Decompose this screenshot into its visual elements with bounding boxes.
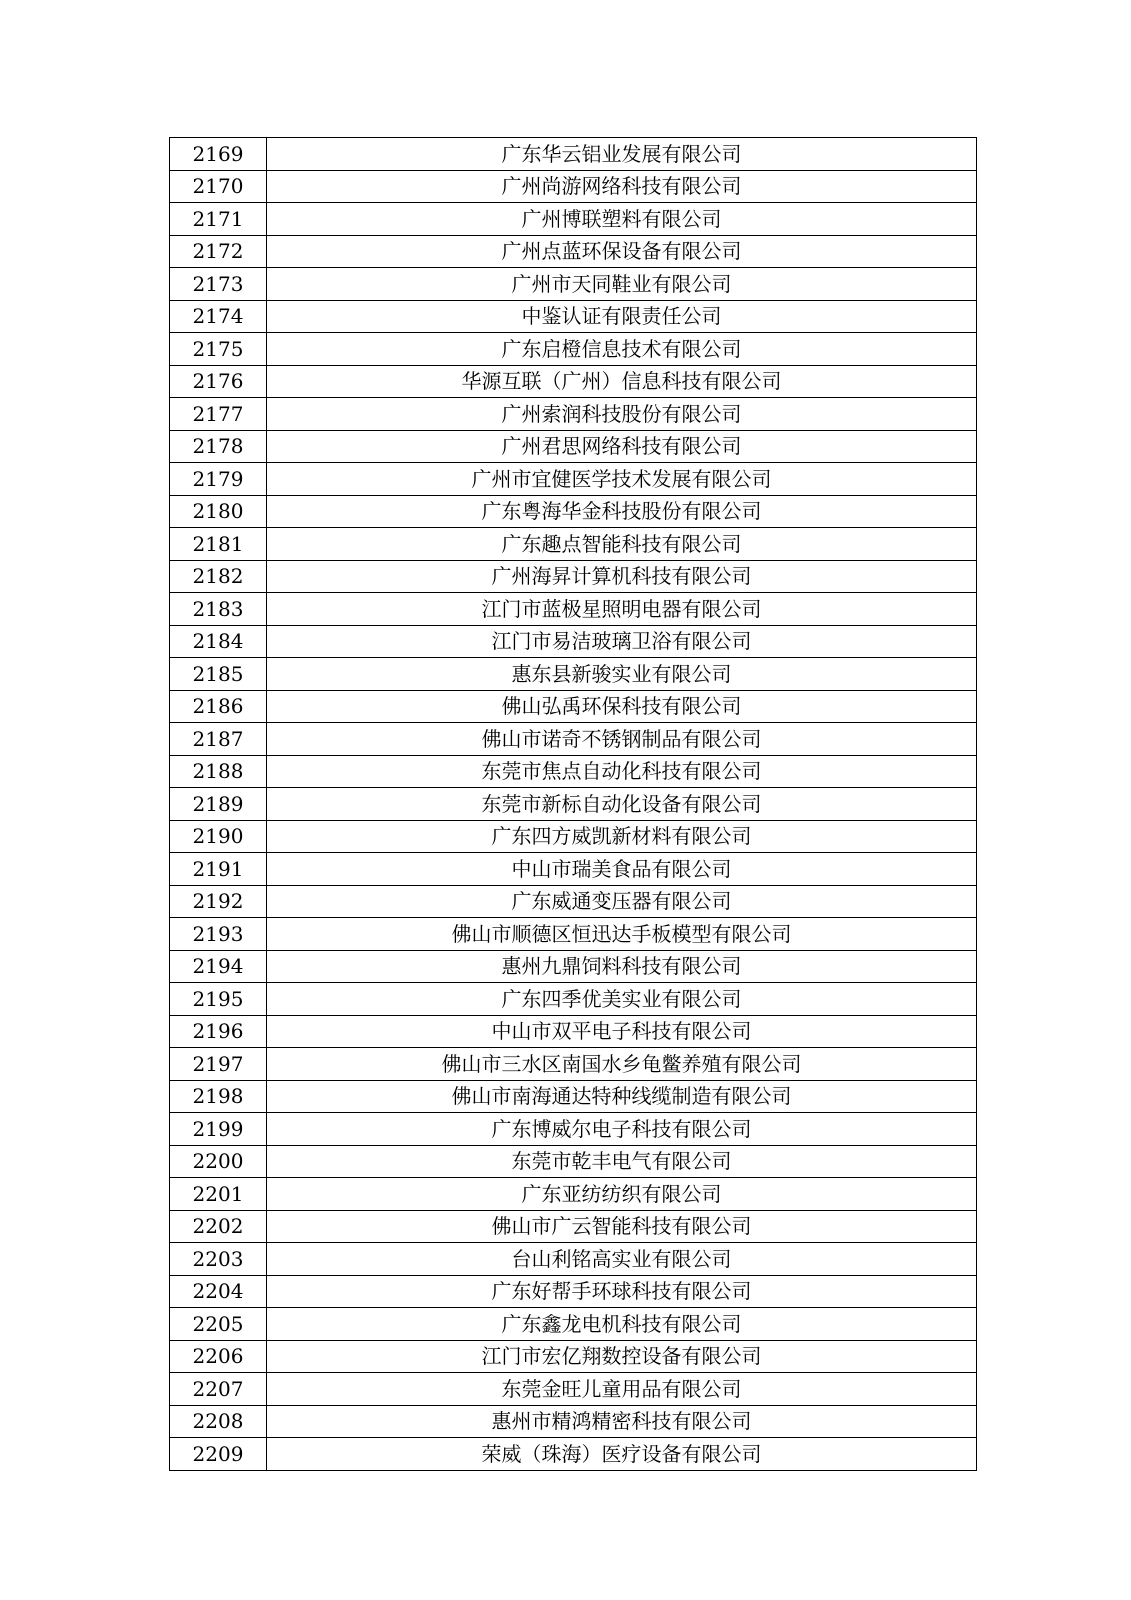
company-name: 广州君思网络科技有限公司 (267, 430, 977, 463)
company-name: 广州市天同鞋业有限公司 (267, 268, 977, 301)
company-name: 江门市蓝极星照明电器有限公司 (267, 593, 977, 626)
row-number: 2204 (170, 1275, 267, 1308)
table-row (170, 170, 977, 203)
row-number: 2185 (170, 658, 267, 691)
table-row (170, 333, 977, 366)
company-name: 广州索润科技股份有限公司 (267, 398, 977, 431)
row-number: 2175 (170, 333, 267, 366)
row-number: 2190 (170, 820, 267, 853)
row-number: 2195 (170, 983, 267, 1016)
company-name: 佛山市南海通达特种线缆制造有限公司 (267, 1080, 977, 1113)
table-row (170, 1113, 977, 1146)
company-name: 中鉴认证有限责任公司 (267, 300, 977, 333)
table-row (170, 593, 977, 626)
company-name: 广东趣点智能科技有限公司 (267, 528, 977, 561)
row-number: 2208 (170, 1405, 267, 1438)
company-name: 广东粤海华金科技股份有限公司 (267, 495, 977, 528)
row-number: 2173 (170, 268, 267, 301)
row-number: 2191 (170, 853, 267, 886)
company-name: 广东博威尔电子科技有限公司 (267, 1113, 977, 1146)
company-name: 广东四方威凯新材料有限公司 (267, 820, 977, 853)
company-name: 中山市瑞美食品有限公司 (267, 853, 977, 886)
company-list-table (169, 137, 977, 1471)
row-number: 2184 (170, 625, 267, 658)
table-row (170, 1048, 977, 1081)
row-number: 2179 (170, 463, 267, 496)
table-row (170, 430, 977, 463)
table-row (170, 625, 977, 658)
company-name: 台山利铭高实业有限公司 (267, 1243, 977, 1276)
company-name: 广州海昇计算机科技有限公司 (267, 560, 977, 593)
row-number: 2183 (170, 593, 267, 626)
row-number: 2194 (170, 950, 267, 983)
row-number: 2174 (170, 300, 267, 333)
company-name: 广东启橙信息技术有限公司 (267, 333, 977, 366)
row-number: 2199 (170, 1113, 267, 1146)
table-row (170, 1080, 977, 1113)
table-row (170, 1275, 977, 1308)
table-row (170, 528, 977, 561)
table-row (170, 690, 977, 723)
company-name: 广州点蓝环保设备有限公司 (267, 235, 977, 268)
row-number: 2180 (170, 495, 267, 528)
table-row (170, 885, 977, 918)
table-row (170, 495, 977, 528)
table-row (170, 560, 977, 593)
row-number: 2207 (170, 1373, 267, 1406)
table-row (170, 1145, 977, 1178)
row-number: 2189 (170, 788, 267, 821)
table-row (170, 365, 977, 398)
company-name: 江门市宏亿翔数控设备有限公司 (267, 1340, 977, 1373)
company-name: 广东威通变压器有限公司 (267, 885, 977, 918)
row-number: 2209 (170, 1438, 267, 1471)
row-number: 2198 (170, 1080, 267, 1113)
row-number: 2170 (170, 170, 267, 203)
table-row (170, 235, 977, 268)
table-row (170, 918, 977, 951)
company-name: 广州博联塑料有限公司 (267, 203, 977, 236)
row-number: 2177 (170, 398, 267, 431)
row-number: 2187 (170, 723, 267, 756)
table-row (170, 1210, 977, 1243)
company-name: 广州市宜健医学技术发展有限公司 (267, 463, 977, 496)
company-name: 广州尚游网络科技有限公司 (267, 170, 977, 203)
table-row (170, 300, 977, 333)
row-number: 2203 (170, 1243, 267, 1276)
row-number: 2205 (170, 1308, 267, 1341)
company-name: 东莞市新标自动化设备有限公司 (267, 788, 977, 821)
company-name: 广东四季优美实业有限公司 (267, 983, 977, 1016)
table-row (170, 1243, 977, 1276)
table-row (170, 203, 977, 236)
company-name: 佛山市三水区南国水乡龟鳖养殖有限公司 (267, 1048, 977, 1081)
company-name: 惠州市精鸿精密科技有限公司 (267, 1405, 977, 1438)
company-name: 东莞金旺儿童用品有限公司 (267, 1373, 977, 1406)
table-row (170, 138, 977, 171)
row-number: 2178 (170, 430, 267, 463)
company-name: 佛山市诺奇不锈钢制品有限公司 (267, 723, 977, 756)
table-row (170, 1340, 977, 1373)
table-row (170, 463, 977, 496)
company-name: 广东鑫龙电机科技有限公司 (267, 1308, 977, 1341)
company-name: 广东亚纺纺织有限公司 (267, 1178, 977, 1211)
row-number: 2169 (170, 138, 267, 171)
company-name: 惠东县新骏实业有限公司 (267, 658, 977, 691)
company-name: 佛山市顺德区恒迅达手板模型有限公司 (267, 918, 977, 951)
row-number: 2172 (170, 235, 267, 268)
row-number: 2206 (170, 1340, 267, 1373)
row-number: 2201 (170, 1178, 267, 1211)
company-list-body (170, 138, 977, 1471)
company-name: 广东好帮手环球科技有限公司 (267, 1275, 977, 1308)
row-number: 2202 (170, 1210, 267, 1243)
row-number: 2196 (170, 1015, 267, 1048)
row-number: 2182 (170, 560, 267, 593)
row-number: 2197 (170, 1048, 267, 1081)
row-number: 2192 (170, 885, 267, 918)
row-number: 2200 (170, 1145, 267, 1178)
table-row (170, 820, 977, 853)
table-row (170, 788, 977, 821)
table-row (170, 658, 977, 691)
table-row (170, 1373, 977, 1406)
table-row (170, 983, 977, 1016)
table-row (170, 755, 977, 788)
company-name: 佛山市广云智能科技有限公司 (267, 1210, 977, 1243)
row-number: 2181 (170, 528, 267, 561)
table-row (170, 1015, 977, 1048)
company-name: 中山市双平电子科技有限公司 (267, 1015, 977, 1048)
company-name: 江门市易洁玻璃卫浴有限公司 (267, 625, 977, 658)
table-row (170, 1308, 977, 1341)
table-row (170, 853, 977, 886)
row-number: 2176 (170, 365, 267, 398)
table-row (170, 723, 977, 756)
table-row (170, 1438, 977, 1471)
table-row (170, 398, 977, 431)
table-row (170, 950, 977, 983)
company-name: 华源互联（广州）信息科技有限公司 (267, 365, 977, 398)
company-name: 荣威（珠海）医疗设备有限公司 (267, 1438, 977, 1471)
table-row (170, 268, 977, 301)
company-name: 广东华云铝业发展有限公司 (267, 138, 977, 171)
company-name: 东莞市乾丰电气有限公司 (267, 1145, 977, 1178)
row-number: 2171 (170, 203, 267, 236)
company-name: 东莞市焦点自动化科技有限公司 (267, 755, 977, 788)
row-number: 2188 (170, 755, 267, 788)
company-name: 佛山弘禹环保科技有限公司 (267, 690, 977, 723)
table-row (170, 1405, 977, 1438)
table-row (170, 1178, 977, 1211)
row-number: 2193 (170, 918, 267, 951)
row-number: 2186 (170, 690, 267, 723)
company-name: 惠州九鼎饲料科技有限公司 (267, 950, 977, 983)
